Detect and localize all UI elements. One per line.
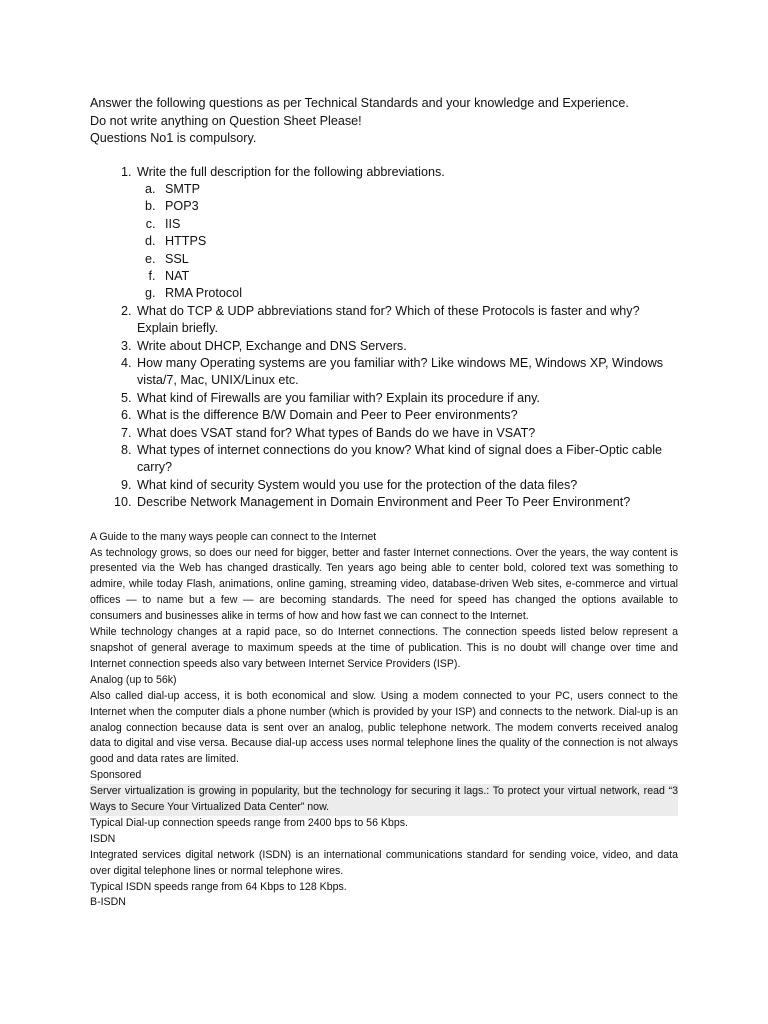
abbreviation-item: e. SSL [159,251,678,268]
question-item: 7. What does VSAT stand for? What types of Bands do we have in VSAT? [135,425,678,442]
question-list [90,164,678,512]
question-text: Write the full description for the following abbreviations. [137,164,445,179]
article-title: A Guide to the many ways people can connect to the Internet [90,530,377,543]
section-heading-analog: Analog (up to 56k) [90,673,177,686]
instruction-line: Answer the following questions as per Technical Standards and your knowledge and Experience. [90,96,629,110]
question-item [135,164,678,303]
abbreviation-item: b. POP3 [159,198,678,215]
dialup-speeds: Typical Dial-up connection speeds range from 2400 bps to 56 Kbps. [90,816,409,829]
section-heading-isdn: ISDN [90,832,116,845]
question-item: 8. What types of internet connections do you know? What kind of signal does a Fiber-Optic cable carry? [135,442,678,477]
question-item: 10. Describe Network Management in Domain Environment and Peer To Peer Environment? [135,494,678,511]
article-paragraph: While technology changes at a rapid pace, so do Internet connections. The connection speeds listed below represent a snapshot of general average to maximum speeds at the time of publication. This is no doubt will change over time and Internet connection speeds also vary between Internet Service Providers (ISP). [90,626,678,670]
instruction-line: Questions No1 is compulsory. [90,131,257,145]
article-paragraph: As technology grows, so does our need for bigger, better and faster Internet connections. Over the years, the way content is presented via the Web has changed drastically. Ten years ago being able to center bold, colored text was something to admire, while today Flash, animations, online gaming, streaming video, database-driven Web sites, e-commerce and virtual offices — to name but a few — are becoming standards. The need for speed has changed the options available to consumers and businesses alike in terms of how and how fast we can connect to the Internet. [90,546,678,623]
abbreviation-list [137,181,678,303]
instruction-line: Do not write anything on Question Sheet Please! [90,113,362,128]
question-item: 2. What do TCP & UDP abbreviations stand for? Which of these Protocols is faster and why? Explain briefly. [135,303,678,338]
question-item: 3. Write about DHCP, Exchange and DNS Servers. [135,338,678,355]
instructions [90,95,678,148]
abbreviation-item: g. RMA Protocol [159,285,678,302]
article-paragraph: Integrated services digital network (ISDN) is an international communications standard for sending voice, video, and data over digital telephone lines or normal telephone wires. [90,848,678,877]
sponsored-label: Sponsored [90,769,142,782]
abbreviation-item: d. HTTPS [159,233,678,250]
question-item: 6. What is the difference B/W Domain and Peer to Peer environments? [135,407,678,424]
internet-guide-article [90,530,678,912]
abbreviation-item: f. NAT [159,268,678,285]
sponsored-text: Server virtualization is growing in popularity, but the technology for securing it lags.: To protect your virtual network, read “3 Ways to Secure Your Virtualized Data Center” now. [90,784,678,816]
section-heading-bisdn: B-ISDN [90,896,126,909]
abbreviation-item: c. IIS [159,216,678,233]
question-item: 5. What kind of Firewalls are you familiar with? Explain its procedure if any. [135,390,678,407]
question-item: 4. How many Operating systems are you familiar with? Like windows ME, Windows XP, Windows vista/7, Mac, UNIX/Linux etc. [135,355,678,390]
question-item: 9. What kind of security System would you use for the protection of the data files? [135,477,678,494]
article-paragraph: Also called dial-up access, it is both economical and slow. Using a modem connected to your PC, users connect to the Internet when the computer dials a phone number (which is provided by your ISP) and connects to the network. Dial-up is an analog connection because data is sent over an analog, public telephone network. The modem converts received analog data to digital and vise versa. Because dial-up access uses normal telephone lines the quality of the connection is not always good and data rates are limited. [90,689,678,766]
abbreviation-item: a. SMTP [159,181,678,198]
isdn-speeds: Typical ISDN speeds range from 64 Kbps to 128 Kbps. [90,880,347,893]
